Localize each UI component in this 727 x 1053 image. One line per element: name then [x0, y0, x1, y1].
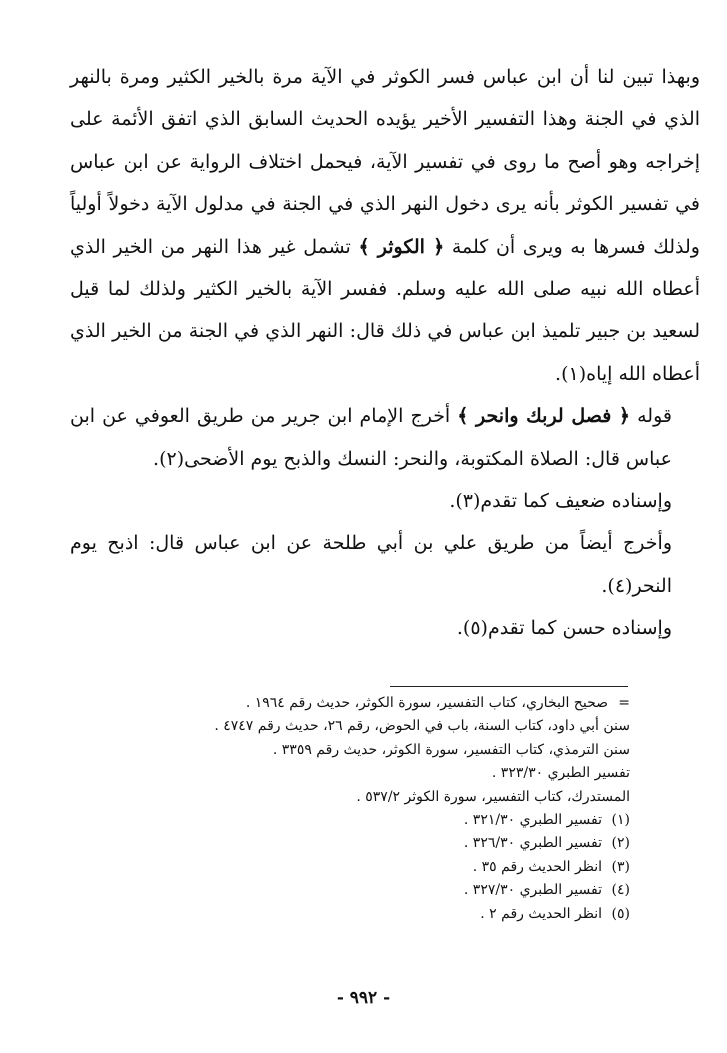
footnote-text: تفسير الطبري ٣٢٦/٣٠ . — [463, 835, 602, 852]
footnote-divider — [390, 686, 628, 687]
quran-quote-fasalli: ﴿ فصل لربك وانحر ﴾ — [457, 405, 631, 428]
footnote-text: انظر الحديث رقم ٣٥ . — [472, 858, 602, 875]
continuation-mark: = — [618, 695, 630, 711]
footnote-2 — [130, 832, 630, 855]
footnote-continuation — [130, 786, 630, 809]
footnote-number: (١) — [611, 812, 630, 829]
footnote-4 — [130, 879, 630, 902]
footnote-continuation — [130, 715, 630, 738]
footnote-line: سنن الترمذي، كتاب التفسير، سورة الكوثر، حديث رقم ٣٣٥٩ . — [272, 741, 630, 758]
footnote-number: (٤) — [611, 882, 630, 899]
footnote-1 — [130, 809, 630, 832]
footnote-number: (٣) — [611, 858, 630, 875]
footnote-line: صحيح البخاري، كتاب التفسير، سورة الكوثر، حديث رقم ١٩٦٤ . — [245, 695, 608, 711]
main-text — [70, 56, 700, 650]
footnote-line: تفسير الطبري ٣٢٣/٣٠ . — [491, 765, 630, 782]
paragraph-2 — [70, 395, 700, 480]
footnote-line: سنن أبي داود، كتاب السنة، باب في الحوض، رقم ٢٦، حديث رقم ٤٧٤٧ . — [214, 718, 630, 735]
footnote-number: (٢) — [611, 835, 630, 852]
paragraph-1 — [70, 56, 700, 395]
footnote-text: تفسير الطبري ٣٢٧/٣٠ . — [463, 882, 602, 899]
footnote-continuation — [130, 739, 630, 762]
footnote-continuation — [130, 762, 630, 785]
paragraph-1-end: تشمل غير هذا النهر من الخير الذي أعطاه الله نبيه صلى الله عليه وسلم. ففسر الآية بالخير الكثير ولذلك لما قيل لسعيد بن جبير تلميذ ابن عباس في ذلك قال: النهر الذي في الجنة من الخير الذي أعطاه الله إياه(١). — [70, 235, 700, 385]
paragraph-2-start: قوله — [637, 405, 672, 428]
footnote-text: تفسير الطبري ٣٢١/٣٠ . — [463, 812, 602, 829]
paragraph-4: وأخرج أيضاً من طريق علي بن أبي طلحة عن ابن عباس قال: اذبح يوم النحر(٤). — [70, 532, 672, 597]
paragraph-3: وإسناده ضعيف كما تقدم(٣). — [449, 490, 672, 513]
quran-quote-kawthar: ﴿ الكوثر ﴾ — [358, 235, 445, 258]
paragraph-1-text: وبهذا تبين لنا أن ابن عباس فسر الكوثر في الآية مرة بالخير الكثير ومرة بالنهر الذي في الجنة وهذا التفسير الأخير يؤيده الحديث السابق الذي اتفق الأئمة على إخراجه وهو أصح ما روى في تفسير الآية، فيحمل اختلاف الرواية عن ابن عباس في تفسير الكوثر بأنه يرى دخول النهر الذي في الجنة في مدلول الآية دخولاً أولياً ولذلك فسرها به ويرى أن كلمة — [70, 66, 700, 258]
paragraph-5: وإسناده حسن كما تقدم(٥). — [456, 617, 672, 640]
footnote-5 — [130, 903, 630, 926]
footnote-continuation — [130, 692, 630, 715]
page-number: - ٩٩٢ - — [336, 988, 391, 1008]
footnotes — [130, 692, 630, 926]
footnote-text: انظر الحديث رقم ٢ . — [480, 905, 602, 922]
paragraph-2-end: أخرج الإمام ابن جرير من طريق العوفي عن ابن عباس قال: الصلاة المكتوبة، والنحر: النسك والذبح يوم الأضحى(٢). — [70, 405, 672, 470]
footnote-line: المستدرك، كتاب التفسير، سورة الكوثر ٥٣٧/٢ . — [356, 788, 630, 805]
footnote-number: (٥) — [611, 905, 630, 922]
footnote-3 — [130, 856, 630, 879]
